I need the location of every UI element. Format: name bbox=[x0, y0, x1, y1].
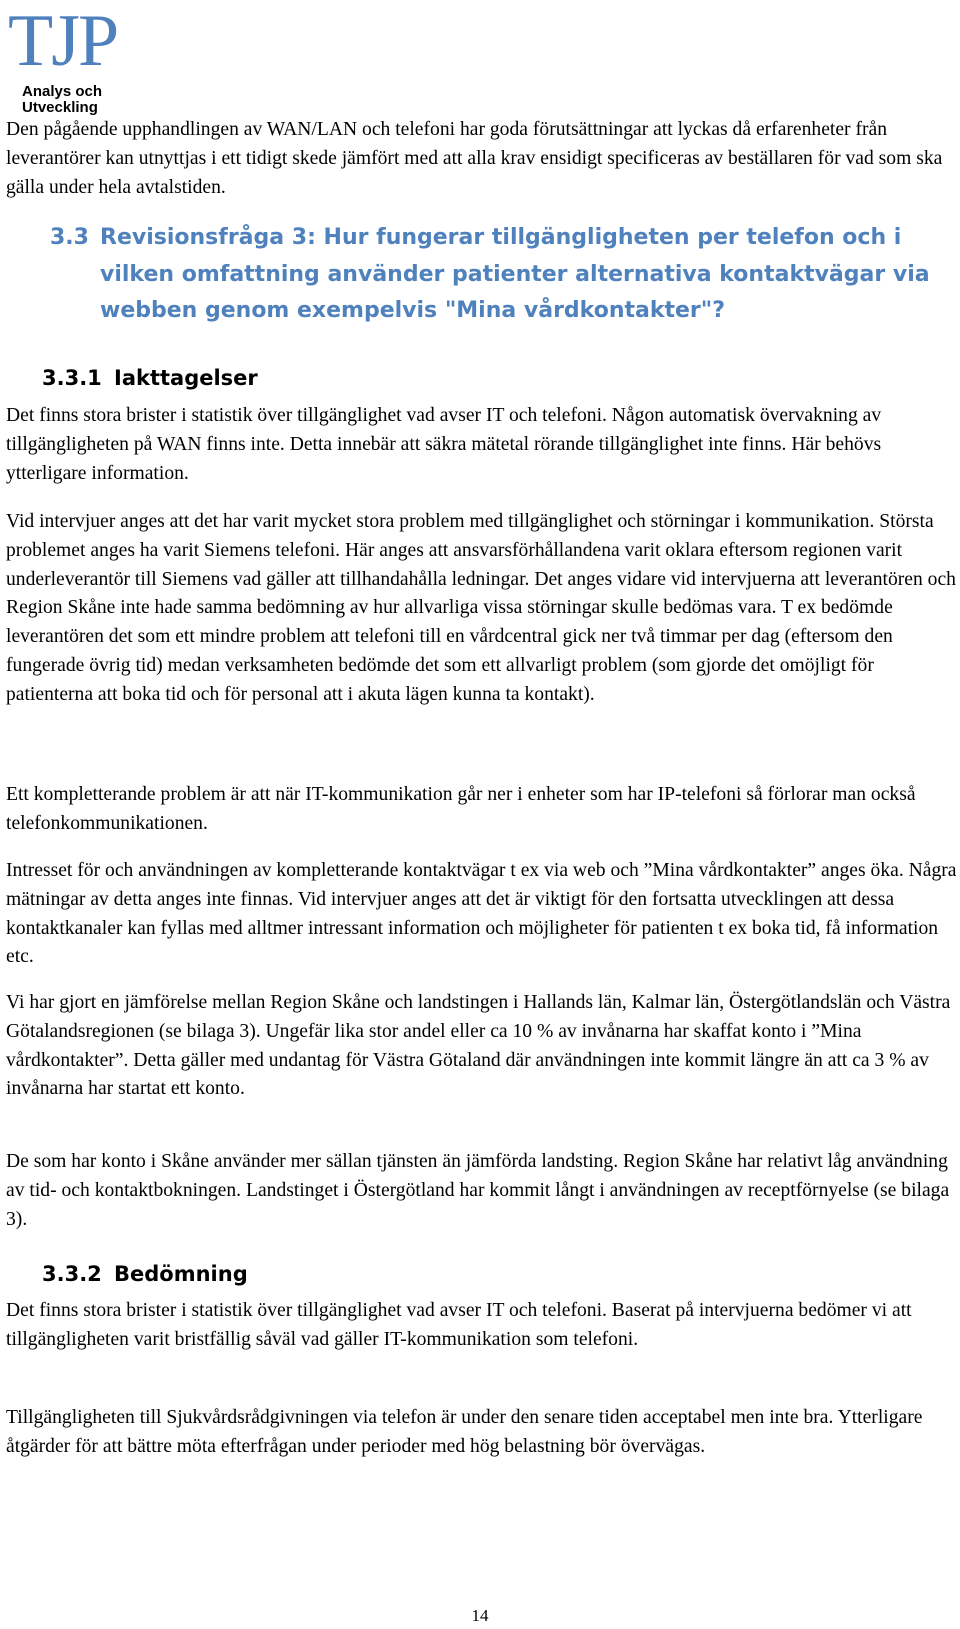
intro-paragraph: Den pågående upphandlingen av WAN/LAN och telefoni har goda förutsättningar att lyckas då erfarenheter från leverantörer kan utnyttjas i ett tidigt skede jämfört med att alla krav ensidigt specificeras av beställaren för vad som ska gälla under hela avtalstiden. bbox=[6, 119, 943, 198]
subsection-number: 3.3.1 bbox=[42, 366, 102, 390]
logo-subtitle-line1: Analys och bbox=[22, 83, 103, 100]
tjp-logo bbox=[8, 0, 158, 116]
paragraph-comparison: Vi har gjort en jämförelse mellan Region Skåne och landstingen i Hallands län, Kalmar län, Östergötlandslän och Västra Götalandsregionen (se bilaga 3). Ungefär lika stor andel eller ca 10 % av invånarna har skaffat konto i ”Mina vårdkontakter”. Detta gäller med undantag för Västra Götaland där användningen inte kommit längre än att ca 3 % av invånarna har startat ett konto. bbox=[6, 992, 951, 1100]
subsection-title: Bedömning bbox=[114, 1262, 248, 1286]
paragraph-contact-channels: Intresset för och användningen av kompletterande kontaktvägar t ex via web och ”Mina vårdkontakter” anges öka. Några mätningar av detta anges inte finnas. Vid intervjuer anges att det är viktigt för den fortsatta utvecklingen att dessa kontaktkanaler kan fyllas med alltmer intressant information och möjligheter för patienten t ex boka tid, få information etc. bbox=[6, 860, 957, 968]
logo-title: TJP bbox=[8, 0, 118, 82]
paragraph-usage: De som har konto i Skåne använder mer sällan tjänsten än jämförda landsting. Region Skåne har relativt låg användning av tid- och kontaktbokningen. Landstinget i Östergötland har kommit långt i användningen av receptförnyelse (se bilaga 3). bbox=[6, 1151, 950, 1230]
section-title: Revisionsfråga 3: Hur fungerar tillgängligheten per telefon och i vilken omfattning använder patienter alternativa kontaktvägar via webben genom exempelvis "Mina vårdkontakter"? bbox=[100, 225, 930, 323]
page-number: 14 bbox=[471, 1606, 489, 1625]
section-number: 3.3 bbox=[50, 225, 89, 250]
subsection-heading-3-3-2 bbox=[42, 1260, 248, 1288]
paragraph-interviews: Vid intervjuer anges att det har varit mycket stora problem med tillgänglighet och störningar i kommunikation. Största problemet anges ha varit Siemens telefoni. Här anges att ansvarsförhållandena varit oklara eftersom regionen varit underleverantör till Siemens vad gäller att tillhandahålla ledningar. Det anges vidare vid intervjuerna att leverantören och Region Skåne inte hade samma bedömning av hur allvarliga vissa störningar skulle bedömas vara. T ex bedömde leverantören det som ett mindre problem att telefoni till en vårdcentral gick ner två timmar per dag (eftersom den fungerade övrig tid) medan verksamheten bedömde det som ett allvarligt problem (som gjorde det omöjligt för patienterna att boka tid och för personal att i akuta lägen kunna ta kontakt). bbox=[6, 511, 956, 705]
paragraph-assessment: Det finns stora brister i statistik över tillgänglighet vad avser IT och telefoni. Baserat på intervjuerna bedömer vi att tillgängligheten varit bristfällig såväl vad gäller IT-kommunikation som telefoni. bbox=[6, 1300, 912, 1350]
paragraph-statistics: Det finns stora brister i statistik över tillgänglighet vad avser IT och telefoni. Någon automatisk övervakning av tillgängligheten på WAN finns inte. Detta innebär att säkra mätetal rörande tillgänglighet inte finns. Här behövs ytterligare information. bbox=[6, 405, 882, 484]
paragraph-ip-telephony: Ett kompletterande problem är att när IT-kommunikation går ner i enheter som har IP-telefoni så förlorar man också telefonkommunikationen. bbox=[6, 784, 916, 834]
subsection-heading-3-3-1 bbox=[42, 364, 258, 392]
subsection-number: 3.3.2 bbox=[42, 1262, 102, 1286]
subsection-title: Iakttagelser bbox=[114, 366, 258, 390]
logo-subtitle-line2: Utveckling bbox=[22, 99, 98, 116]
paragraph-advice-line: Tillgängligheten till Sjukvårdsrådgivningen via telefon är under den senare tiden acceptabel men inte bra. Ytterligare åtgärder för att bättre möta efterfrågan under perioder med hög belastning bör övervägas. bbox=[6, 1407, 923, 1457]
section-heading-3-3 bbox=[50, 220, 950, 330]
